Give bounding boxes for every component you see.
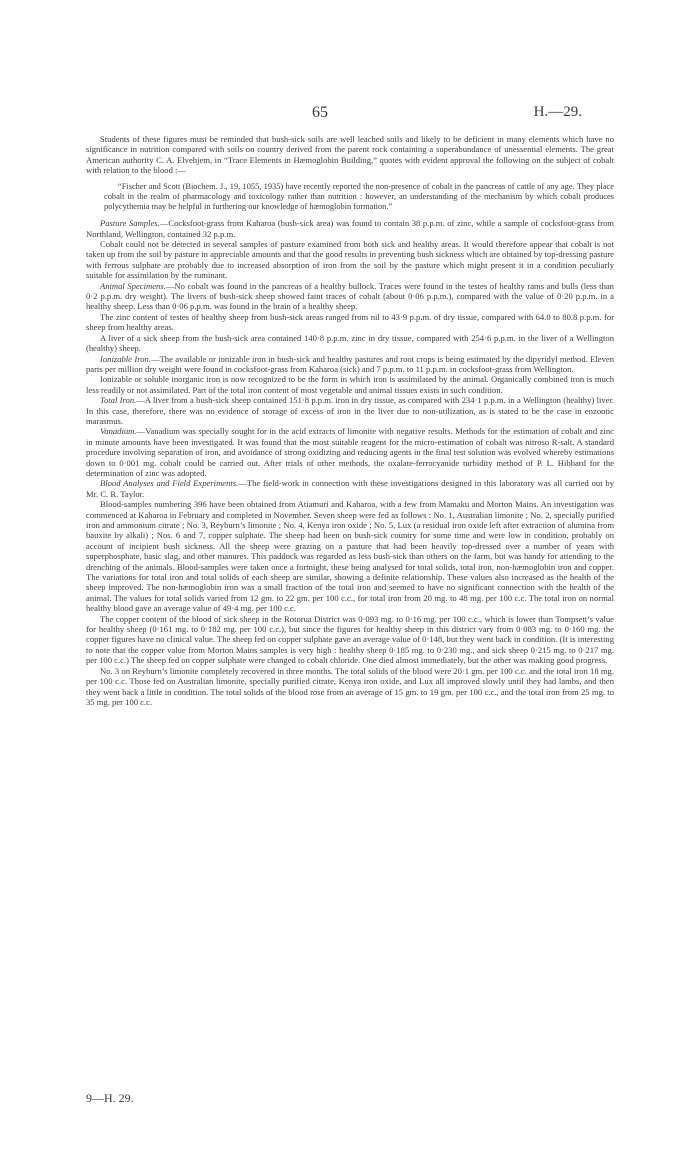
paragraph	[86, 374, 614, 395]
paragraph	[86, 426, 614, 478]
paragraph-text: —Vanadium was specially sought for in the acid extracts of limonite with negative results. Methods for the estimation of cobalt and zinc in minute amounts have been investigated. It was found that the most suitable reagent for the micro-estimation of cobalt was nitroso R-salt. A standard procedure involving separation of iron, and avoidance of strong oxidizing and reducing agents in the final test solution was evolved whereby estimations down to 0·001 mg. cobalt could be carried out. After trials of other methods, the oxalate-ferrocyanide turbidity method of P. L. Hibbard for the determination of zinc was adopted.	[86, 426, 614, 478]
section-heading: Total Iron.	[100, 395, 137, 406]
paragraph	[86, 312, 614, 333]
paragraph	[86, 666, 614, 708]
paragraph-text: Ionizable or soluble inorganic iron is now recognized to be the form in which iron is assimilated by the animal. Organically combined iron is much less readily or not assimilated. Part of the total iron content of most vegetable and animal tissues exists in such condition.	[86, 374, 614, 395]
section-heading: Animal Specimens.	[100, 280, 166, 291]
paragraph-text: Blood-samples numbering 396 have been obtained from Atiamuri and Kaharoa, with a few from Mamaku and Morton Mains. An investigation was commenced at Kaharoa in February and completed in November. Seven sheep were fed as follows : No. 1, Australian limonite ; No. 2, specially purified iron and ammonium citrate ; No. 3, Reyburn’s limonite ; No. 4, Kenya iron oxide ; No. 5, Lux (a residual iron oxide left after extraction of alumina from bauxite by alkali) ; Nos. 6 and 7, copper sulphate. The sheep had been on bush-sick country for some time and were low in condition, probably on account of incipient bush sickness. All the sheep were grazing on a pasture that had been heavily top-dressed over a number of years with superphosphate, basic slag, and other manures. This paddock was regarded as less bush-sick than others on the farm, but was handy for attending to the drenching of the animals. Blood-samples were taken once a fortnight, these being analysed for total solids, total iron, non-hæmoglobin iron and copper. The variations for total iron and total solids of each sheep are similar, showing a definite relationship. These values also increased as the health of the sheep improved. The non-hæmoglobin iron was a small fraction of the total iron and seemed to have no significant connection with the health of the animal. The values for total solids varied from 12 gm. to 22 gm. per 100 c.c., for total iron from 20 mg. to 48 mg. per 100 c.c. The total iron on normal healthy blood gave an average value of 49·4 mg. per 100 c.c.	[86, 499, 614, 614]
paragraph-text: —A liver from a bush-sick sheep contained 151·8 p.p.m. iron in dry tissue, as compared with 234·1 p.p.m. in a Wellington (healthy) liver. In this case, therefore, there was no evidence of storage of excess of iron in the liver due to non-utilization, as is stated to be the case in enzootic marasmus.	[86, 395, 614, 426]
section-heading: Pasture Samples.	[100, 218, 160, 229]
paragraph-text: “Fischer and Scott (Biochem. J., 19, 1055, 1935) have recently reported the non-presence of cobalt in the pancreas of cattle of any age. They place cobalt in the realm of pharmacology and toxicology rather than nutrition : however, an understanding of the mechanism by which cobalt produces polycythemia may be helpful in furthering our knowledge of hæmoglobin formation.”	[104, 181, 614, 212]
paragraph	[86, 395, 614, 426]
signature-mark: 9—H. 29.	[86, 1091, 134, 1105]
paragraph-text: —The field-work in connection with these investigations designed in this laboratory was all carried out by Mr. C. R. Taylor.	[86, 478, 614, 499]
paragraph-text: A liver of a sick sheep from the bush-sick area contained 140·8 p.p.m. zinc in dry tissue, compared with 254·6 p.p.m. in the liver of a Wellington (healthy) sheep.	[86, 332, 614, 354]
paragraph	[86, 134, 614, 176]
paragraph	[86, 239, 614, 281]
section-heading: Blood Analyses and Field Experiments.	[100, 478, 239, 489]
paragraph	[86, 333, 614, 354]
page-header	[0, 104, 700, 124]
paragraph-text: —No cobalt was found in the pancreas of a healthy bullock. Traces were found in the testes of healthy rams and bulls (less than 0·2 p.p.m. dry weight). The livers of bush-sick sheep showed faint traces of cobalt (about 0·06 p.p.m.), compared with the value of 0·20 p.p.m. in a healthy sheep. Less than 0·06 p.p.m. was found in the brain of a healthy sheep.	[86, 280, 614, 312]
paragraph-text: Cobalt could not be detected in several samples of pasture examined from both sick and healthy areas. It would therefore appear that cobalt is not taken up from the soil by pasture in appreciable amounts and that the good results in preventing bush sickness which are obtained by top-dressing pasture with ferrous sulphate are probably due to increased absorption of iron from the soil by the pasture which might present it in a condition peculiarly suitable for assimilation by the ruminant.	[86, 239, 614, 281]
paragraph	[86, 499, 614, 613]
document-body	[86, 134, 614, 707]
page-number: 65	[312, 104, 328, 121]
paragraph	[86, 218, 614, 239]
paragraph	[86, 354, 614, 375]
quoted-paragraph	[86, 182, 614, 213]
document-reference: H.—29.	[533, 104, 582, 120]
paragraph-text: —Cocksfoot-grass from Kaharoa (bush-sick area) was found to contain 38 p.p.m. of zinc, while a sample of cocksfoot-grass from Northland, Wellington, contained 32 p.p.m.	[86, 218, 614, 239]
paragraph-text: The copper content of the blood of sick sheep in the Rotorua District was 0·093 mg. to 0·16 mg. per 100 c.c., which is lower than Tompsett’s value for healthy sheep (0·161 mg. to 0·182 mg. per 100 c.c.), but since the figures for healthy sheep in this district vary from 0·083 mg. to 0·160 mg. the copper figures have no clinical value. The sheep fed on copper sulphate gave an average value of 0·148, but they went back in condition. (It is interesting to note that the copper value from Morton Mains samples is very high : healthy sheep 0·185 mg. to 0·230 mg., and sick sheep 0·215 mg. to 0·217 mg. per 100 c.c.) The sheep fed on copper sulphate were changed to cobalt chloride. One died almost immediately, but the other was making good progress.	[86, 613, 614, 666]
section-heading: Vanadium.	[100, 426, 137, 437]
paragraph-text: The zinc content of testes of healthy sheep from bush-sick areas ranged from nil to 43·9 p.p.m. of dry tissue, compared with 64.0 to 80.8 p.p.m. for sheep from healthy areas.	[86, 311, 614, 333]
section-heading: Ionizable Iron.	[100, 353, 151, 364]
paragraph	[86, 281, 614, 312]
paragraph-text: Students of these figures must be reminded that bush-sick soils are well leached soils and likely to be deficient in many elements which have no significance in nutrition compared with soils on country derived from the parent rock containing a superabundance of unessential elements. The great American authority C. A. Elvehjem, in “Trace Elements in Hæmoglobin Building,” quotes with evident approval the following on the subject of cobalt with relation to the blood :—	[86, 134, 614, 176]
paragraph	[86, 478, 614, 499]
paragraph-text: No. 3 on Reyburn’s limonite completely recovered in three months. The total solids of the blood were 20·1 gm. per 100 c.c. and the total iron 18 mg. per 100 c.c. Those fed on Australian limonite, specially purified citrate, Kenya iron oxide, and Lux all improved slowly until they had lambs, and then they went back a little in condition. The total solids of the blood rose from an average of 15 gm. to 19 gm. per 100 c.c., and the total iron from 25 mg. to 35 mg. per 100 c.c.	[86, 665, 614, 707]
paragraph	[86, 614, 614, 666]
paragraph-text: —The available or ionizable iron in bush-sick and healthy pastures and root crops is being estimated by the dipyridyl method. Eleven parts per million dry weight were found in cocksfoot-grass from Kaharoa (sick) and 7 p.p.m. to 11 p.p.m. in cocksfoot-grass from Wellington.	[86, 353, 614, 374]
